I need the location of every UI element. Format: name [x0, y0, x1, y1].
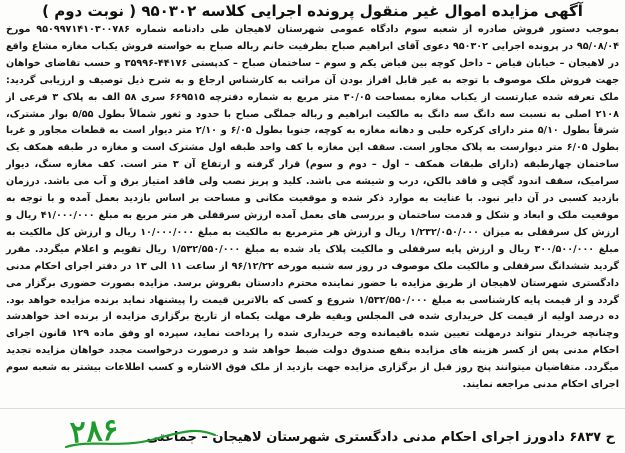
signature-line: ح ۶۸۳۷ دادورز اجرای احکام مدنی دادگستری شهرستان لاهیجان – جماعتی: [146, 430, 615, 445]
handwritten-number: ۲۸۶: [68, 412, 120, 451]
notice-footer: [0, 408, 625, 453]
notice-body: بموجب دستور فروش صادره از شعبه سوم دادگاه عمومی شهرستان لاهیجان طی دادنامه شماره ۹۵۰۹۹۷۱۴۱۰۳۰۰۷۸۶ مورخ ۹۵/۰۸/۰۴ در پرونده اجرایی ۹۵۰۳۰۲ دعوی آقای ابراهیم صباح بطرفیت خانم رباله صباح به خواسته فروش یکباب مغازه مشاع واقع در لاهیجان – خیابان فیاض – داخل کوچه بین فیاض یکم و سوم – ساختمان صباح – کدپستی ۴۴۱۷۶-۳۵۹۹۶ و حسب تقاضای خواهان جهت فروش ملک موصوف با توجه به غیر قابل افراز بودن آن مراتب به کارشناس ارجاع و به شرح ذیل توصیف و ارزیابی گردید: ملک تعرفه شده عبارتست از یکباب مغازه بمساحت ۳۰/۰۵ متر مربع به شماره دفترچه ۶۶۹۵۱۵ سری ۵۸ الف به پلاک ۳ فرعی از ۲۱۰۸ اصلی به نسبت سه دانگ سه دانگ به مالکیت ابراهیم و رباله جملگی صباح با حدود و ثغور شمالاً بطول ۵/۵۵ بوار مشترک، شرقاً بطول ۵/۱۰ متر دارای کرکره حلبی و دهانه مغازه به کوچه، جنوبا بطول ۶/۰۵ و ۲/۱۰ متر دیوار است به قطعات مجاور و غربا بطول ۶/۰۵ متر دیوارست به پلاک مجاور است. سقف این مغازه با کف واحد طبقه اول مشترک است و مغازه در طبقه همکف یک ساختمان چهارطبقه (دارای طبقات همکف – اول – دوم و سوم) قرار گرفته و ارتفاع آن ۳ متر است. کف مغازه سنگ، دیوار سرامیک، سقف اندود گچی و فاقد بالکن، درب و شیشه می باشد. کلید و پریز نصب ولی فاقد امتیاز برق و آب می باشد. درزمان بازدید کسبی در آن دایر نبود. با عنایت به موارد ذکر شده و موقعیت مکانی و مساحت بر اساس بازدید بعمل آمده و با توجه به موقعیت ملک و ابعاد و شکل و قدمت ساختمان و بررسی های بعمل آمده ارزش سرقفلی هر متر مربع به مبلغ ۴۱/۰۰۰/۰۰۰ ریال و ارزش کل سرقفلی به میزان ۱/۲۳۲/۰۵۰/۰۰۰ ریال و ارزش هر مترمربع به مالکیت به مبلغ ۱۰/۰۰۰/۰۰۰ ریال و ارزش کل مالکیت به مبلغ ۳۰۰/۵۰۰/۰۰۰ ریال و ارزش پایه سرقفلی و مالکیت پلاک یاد شده به مبلغ ۱/۵۳۲/۵۵۰/۰۰۰ ریال تقویم و اعلام میگردد. مقرر گردید ششدانگ سرقفلی و مالکیت ملک موصوف در روز سه شنبه مورخه ۹۶/۱۲/۲۲ از ساعت ۱۱ الی ۱۳ در دفتر اجرای احکام مدنی دادگستری شهرستان لاهیجان از طریق مزایده با حضور نماینده محترم دادستان بفروش برسد. مزایده بصورت حضوری برگزار می گردد و از قیمت پایه کارشناسی به مبلغ ۱/۵۳۲/۵۵۰/۰۰۰ شروع و کسی که بالاترین قیمت را پیشنهاد نماید برنده مزایده خواهد بود. ده درصد اولیه از قیمت کل خریداری شده فی المجلس وبقیه ظرف مهلت یکماه از تاریخ برگزاری مزایده از برنده اخذ خواهدشد وچنانچه خریدار نتواند درمهلت تعیین شده باقیمانده وجه خریداری شده را پرداخت نماید، سپرده او وفق ماده ۱۲۹ قانون اجرای احکام مدنی پس از کسر هزینه های مزایده بنفع صندوق دولت ضبط خواهد شد و درصورت درخواست مجدد خواهان مزایده تجدید میگردد. متقاضیان میتوانند پنج روز قبل از برگزاری مزایده جهت بازدید از ملک فوق الاشاره و کسب اطلاعات بیشتر به شعبه سوم اجرای احکام مدنی مراجعه نمایند.: [6, 24, 620, 391]
notice-title: آگهی مزایده اموال غیر منقول پرونده اجرایی کلاسه ۹۵۰۳۰۲ ( نوبت دوم ): [42, 2, 583, 20]
